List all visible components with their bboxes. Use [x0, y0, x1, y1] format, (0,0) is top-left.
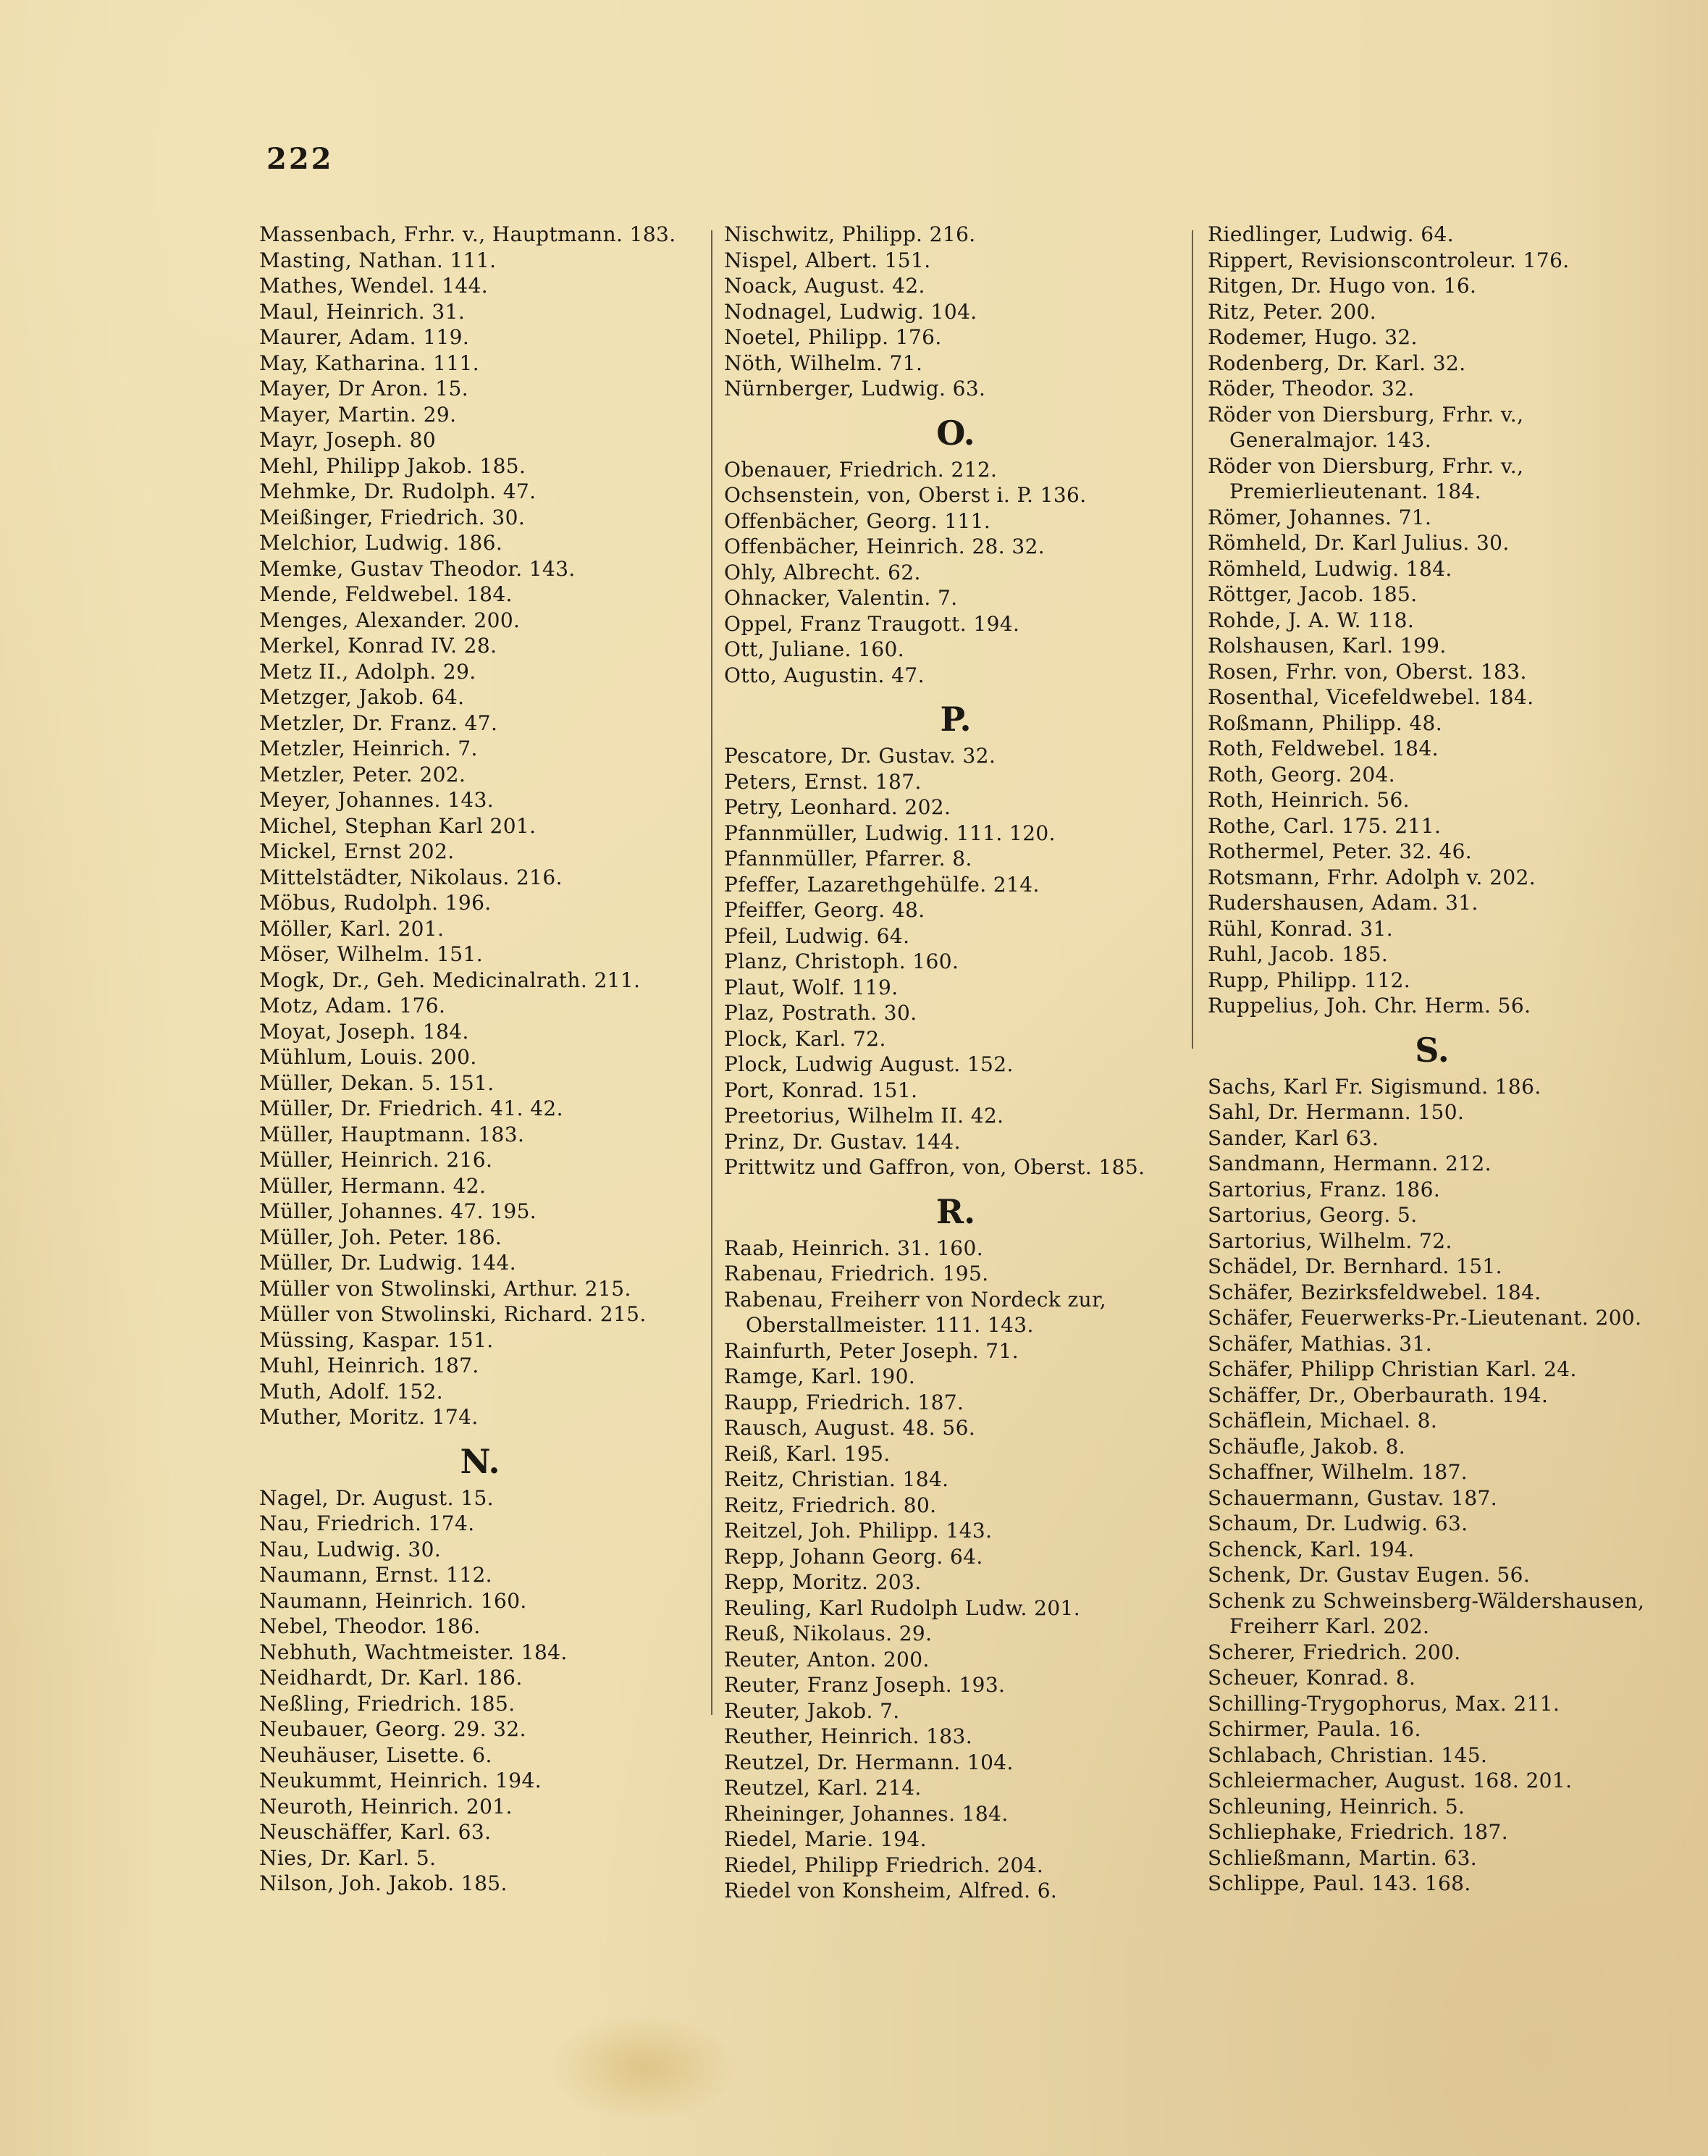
index-entry: Metzler, Heinrich. 7. [259, 737, 478, 760]
index-entry: Riedel von Konsheim, Alfred. 6. [724, 1879, 1058, 1903]
index-entry: Mühlum, Louis. 200. [259, 1045, 477, 1069]
index-entry: Preetorius, Wilhelm II. 42. [724, 1104, 1004, 1128]
section-letter: R. [935, 1191, 976, 1231]
index-entry: Planz, Christoph. 160. [724, 949, 959, 973]
index-entry: Rothermel, Peter. 32. 46. [1208, 839, 1473, 863]
index-entry: Neuroth, Heinrich. 201. [259, 1794, 513, 1819]
index-entry: Schäfer, Bezirksfeldwebel. 184. [1208, 1280, 1541, 1304]
index-entry: Rolshausen, Karl. 199. [1208, 634, 1447, 658]
index-entry: Pfannmüller, Pfarrer. 8. [724, 847, 972, 871]
index-entry: Motz, Adam. 176. [259, 994, 446, 1018]
index-entry: Schließmann, Martin. 63. [1208, 1845, 1478, 1870]
index-entry: Schenk, Dr. Gustav Eugen. 56. [1208, 1563, 1531, 1587]
index-entry: Röder, Theodor. 32. [1208, 377, 1415, 400]
column-divider [1192, 230, 1193, 1049]
section-letter: O. [936, 413, 975, 453]
index-entry: Rheininger, Johannes. 184. [724, 1801, 1009, 1826]
section-letter: S. [1415, 1030, 1450, 1070]
index-column-3 [1208, 222, 1657, 1897]
index-entry: Maurer, Adam. 119. [259, 325, 470, 349]
index-entry: Mogk, Dr., Geh. Medicinalrath. 211. [259, 968, 641, 992]
index-entry: Menges, Alexander. 200. [259, 608, 521, 632]
index-entry: Schenk zu Schweinsberg-Wäldershausen, Freiherr Karl. 202. [1208, 1588, 1645, 1638]
index-entry: Offenbächer, Heinrich. 28. 32. [724, 534, 1046, 558]
index-entry: Möller, Karl. 201. [259, 916, 445, 941]
index-entry: Müller von Stwolinski, Arthur. 215. [259, 1276, 631, 1301]
index-entry: Riedlinger, Ludwig. 64. [1208, 222, 1455, 246]
index-entry: Sartorius, Franz. 186. [1208, 1177, 1441, 1201]
index-entry: Otto, Augustin. 47. [724, 663, 925, 687]
index-entry: Rothe, Carl. 175. 211. [1208, 813, 1442, 838]
index-entry: Rudershausen, Adam. 31. [1208, 891, 1478, 915]
index-entry: Schlippe, Paul. 143. 168. [1208, 1871, 1471, 1895]
index-entry: Ritz, Peter. 200. [1208, 299, 1377, 324]
index-entry: Mayer, Dr Aron. 15. [259, 377, 469, 400]
index-entry: Petry, Leonhard. 202. [724, 795, 951, 819]
index-entry: Reutzel, Karl. 214. [724, 1776, 922, 1800]
index-entry: Nürnberger, Ludwig. 63. [724, 377, 986, 400]
index-entry: Rohde, J. A. W. 118. [1208, 608, 1415, 632]
index-entry: Ohnacker, Valentin. 7. [724, 586, 958, 610]
index-entry: Pfeiffer, Georg. 48. [724, 898, 925, 922]
index-entry: Mehmke, Dr. Rudolph. 47. [259, 479, 537, 503]
index-entry: Rupp, Philipp. 112. [1208, 968, 1411, 992]
index-entry: Muhl, Heinrich. 187. [259, 1354, 479, 1377]
index-entry: Sartorius, Georg. 5. [1208, 1203, 1418, 1227]
index-entry: Nebhuth, Wachtmeister. 184. [259, 1640, 568, 1664]
index-entry: Reutzel, Dr. Hermann. 104. [724, 1750, 1014, 1774]
index-entry: Mehl, Philipp Jakob. 185. [259, 453, 526, 478]
index-entry: Raupp, Friedrich. 187. [724, 1390, 964, 1414]
index-entry: Nies, Dr. Karl. 5. [259, 1845, 437, 1870]
index-entry: Reuter, Jakob. 7. [724, 1698, 900, 1723]
index-entry: Moyat, Joseph. 184. [259, 1019, 469, 1044]
index-entry: Ruppelius, Joh. Chr. Herm. 56. [1208, 994, 1531, 1018]
index-entry: Schleiermacher, August. 168. 201. [1208, 1769, 1573, 1792]
index-entry: Ochsenstein, von, Oberst i. P. 136. [724, 483, 1087, 507]
index-entry: Prinz, Dr. Gustav. 144. [724, 1129, 961, 1154]
index-entry: Prittwitz und Gaffron, von, Oberst. 185. [724, 1155, 1145, 1179]
index-entry: Ohly, Albrecht. 62. [724, 560, 921, 584]
index-entry: Repp, Moritz. 203. [724, 1570, 922, 1594]
index-entry: Schäflein, Michael. 8. [1208, 1409, 1438, 1433]
index-entry: Ritgen, Dr. Hugo von. 16. [1208, 274, 1477, 298]
index-entry: Pfeffer, Lazarethgehülfe. 214. [724, 872, 1040, 897]
index-entry: Rausch, August. 48. 56. [724, 1416, 976, 1440]
index-entry: Ott, Juliane. 160. [724, 637, 905, 661]
index-entry: Römheld, Ludwig. 184. [1208, 556, 1452, 581]
index-entry: Roth, Heinrich. 56. [1208, 788, 1410, 812]
index-entry: Reuter, Anton. 200. [724, 1647, 930, 1671]
index-entry: Neubauer, Georg. 29. 32. [259, 1717, 526, 1741]
index-entry: Schirmer, Paula. 16. [1208, 1717, 1421, 1741]
index-entry: Schäffer, Dr., Oberbaurath. 194. [1208, 1383, 1549, 1407]
index-entry: Plaz, Postrath. 30. [724, 1001, 917, 1025]
index-entry: Metz II., Adolph. 29. [259, 659, 476, 684]
index-entry: Meyer, Johannes. 143. [259, 788, 495, 812]
index-entry: Raab, Heinrich. 31. 160. [724, 1236, 984, 1260]
index-entry: Römer, Johannes. 71. [1208, 505, 1432, 529]
index-entry: Müller, Dr. Friedrich. 41. 42. [259, 1096, 563, 1120]
index-entry: Schäfer, Philipp Christian Karl. 24. [1208, 1357, 1577, 1381]
index-entry: Nau, Ludwig. 30. [259, 1537, 442, 1561]
index-entry: Röder von Diersburg, Frhr. v., Generalmajor. 143. [1208, 402, 1524, 452]
index-entry: Nispel, Albert. 151. [724, 248, 931, 272]
index-entry: Metzger, Jakob. 64. [259, 685, 465, 709]
index-entry: Schaum, Dr. Ludwig. 63. [1208, 1511, 1468, 1535]
index-entry: Müssing, Kaspar. 151. [259, 1327, 494, 1352]
index-entry: Ruhl, Jacob. 185. [1208, 942, 1389, 966]
index-entry: Peters, Ernst. 187. [724, 769, 922, 794]
index-entry: Schaffner, Wilhelm. 187. [1208, 1460, 1468, 1484]
index-entry: Oppel, Franz Traugott. 194. [724, 611, 1020, 636]
index-entry: Röttger, Jacob. 185. [1208, 582, 1418, 606]
index-entry: Mayer, Martin. 29. [259, 402, 457, 427]
index-entry: Neidhardt, Dr. Karl. 186. [259, 1666, 523, 1690]
index-entry: Reuter, Franz Joseph. 193. [724, 1673, 1006, 1697]
index-entry: Rabenau, Friedrich. 195. [724, 1262, 989, 1285]
index-entry: Neßling, Friedrich. 185. [259, 1691, 516, 1716]
index-entry: Merkel, Konrad IV. 28. [259, 634, 497, 658]
index-entry: Offenbächer, Georg. 111. [724, 508, 991, 533]
column-divider [711, 230, 712, 1715]
index-entry: Schlabach, Christian. 145. [1208, 1742, 1488, 1767]
index-entry: Mickel, Ernst 202. [259, 839, 455, 863]
index-entry: Naumann, Heinrich. 160. [259, 1588, 527, 1613]
index-entry: Sachs, Karl Fr. Sigismund. 186. [1208, 1074, 1541, 1099]
index-entry: Müller, Dekan. 5. 151. [259, 1070, 495, 1095]
index-entry: Metzler, Peter. 202. [259, 762, 466, 787]
index-entry: Schleuning, Heinrich. 5. [1208, 1794, 1465, 1819]
index-entry: Müller von Stwolinski, Richard. 215. [259, 1302, 647, 1326]
index-entry: Masting, Nathan. 111. [259, 248, 497, 272]
index-entry: Mende, Feldwebel. 184. [259, 582, 513, 606]
index-entry: Schädel, Dr. Bernhard. 151. [1208, 1254, 1502, 1278]
index-entry: Mittelstädter, Nikolaus. 216. [259, 865, 563, 889]
index-entry: Nilson, Joh. Jakob. 185. [259, 1871, 508, 1895]
index-entry: Reuling, Karl Rudolph Ludw. 201. [724, 1595, 1081, 1620]
index-entry: Muth, Adolf. 152. [259, 1379, 444, 1404]
index-entry: Michel, Stephan Karl 201. [259, 813, 537, 838]
index-entry: Rosenthal, Vicefeldwebel. 184. [1208, 685, 1534, 709]
index-entry: Rippert, Revisionscontroleur. 176. [1208, 248, 1570, 272]
index-entry: Schäfer, Mathias. 31. [1208, 1331, 1433, 1356]
index-entry: Roth, Georg. 204. [1208, 762, 1396, 787]
index-entry: Naumann, Ernst. 112. [259, 1563, 492, 1587]
index-entry: Reitzel, Joh. Philipp. 143. [724, 1519, 993, 1543]
index-entry: Pfeil, Ludwig. 64. [724, 923, 910, 948]
index-entry: Mayr, Joseph. 80 [259, 428, 437, 452]
index-entry: Sahl, Dr. Hermann. 150. [1208, 1100, 1465, 1124]
index-entry: Rodemer, Hugo. 32. [1208, 325, 1418, 349]
index-entry: Reuther, Heinrich. 183. [724, 1724, 973, 1748]
index-entry: Sandmann, Hermann. 212. [1208, 1152, 1492, 1175]
index-entry: Römheld, Dr. Karl Julius. 30. [1208, 531, 1510, 555]
index-entry: Scherer, Friedrich. 200. [1208, 1640, 1461, 1664]
index-entry: Memke, Gustav Theodor. 143. [259, 556, 576, 581]
index-entry: Pfannmüller, Ludwig. 111. 120. [724, 821, 1056, 845]
index-entry: Metzler, Dr. Franz. 47. [259, 710, 498, 735]
index-entry: Obenauer, Friedrich. 212. [724, 457, 998, 482]
index-entry: Neukummt, Heinrich. 194. [259, 1769, 542, 1792]
index-entry: Roßmann, Philipp. 48. [1208, 710, 1443, 735]
index-entry: Scheuer, Konrad. 8. [1208, 1666, 1416, 1690]
index-entry: Sander, Karl 63. [1208, 1125, 1379, 1150]
index-entry: Pescatore, Dr. Gustav. 32. [724, 744, 996, 768]
index-entry: Rabenau, Freiherr von Nordeck zur, Oberstallmeister. 111. 143. [724, 1287, 1107, 1337]
index-entry: Rodenberg, Dr. Karl. 32. [1208, 351, 1466, 375]
section-letter: N. [460, 1441, 500, 1481]
index-entry: Noack, August. 42. [724, 274, 925, 298]
index-entry: Reuß, Nikolaus. 29. [724, 1622, 933, 1645]
index-entry: Schliephake, Friedrich. 187. [1208, 1820, 1509, 1844]
index-entry: Müller, Hauptmann. 183. [259, 1122, 525, 1146]
index-entry: Schauermann, Gustav. 187. [1208, 1485, 1498, 1510]
index-entry: Nischwitz, Philipp. 216. [724, 222, 976, 246]
index-entry: Müller, Joh. Peter. 186. [259, 1225, 502, 1249]
index-entry: Möser, Wilhelm. 151. [259, 942, 484, 966]
index-entry: Riedel, Philipp Friedrich. 204. [724, 1853, 1044, 1877]
index-column-1 [259, 222, 701, 1897]
index-entry: Müller, Dr. Ludwig. 144. [259, 1251, 516, 1275]
index-entry: Ramge, Karl. 190. [724, 1364, 916, 1388]
index-entry: Müller, Johannes. 47. 195. [259, 1199, 537, 1223]
index-entry: May, Katharina. 111. [259, 351, 480, 375]
index-entry: Nagel, Dr. August. 15. [259, 1485, 494, 1510]
index-entry: Möbus, Rudolph. 196. [259, 891, 492, 915]
index-entry: Müller, Heinrich. 216. [259, 1148, 493, 1172]
index-entry: Sartorius, Wilhelm. 72. [1208, 1228, 1452, 1253]
index-entry: Muther, Moritz. 174. [259, 1405, 479, 1429]
index-entry: Rotsmann, Frhr. Adolph v. 202. [1208, 865, 1536, 889]
index-entry: Noetel, Philipp. 176. [724, 325, 942, 349]
index-entry: Röder von Diersburg, Frhr. v., Premierlieutenant. 184. [1208, 453, 1524, 503]
index-entry: Rainfurth, Peter Joseph. 71. [724, 1338, 1019, 1363]
index-entry: Reitz, Christian. 184. [724, 1467, 949, 1491]
index-entry: Reiß, Karl. 195. [724, 1441, 891, 1466]
paper-stain [550, 2013, 739, 2122]
index-entry: Rosen, Frhr. von, Oberst. 183. [1208, 659, 1527, 684]
index-entry: Reitz, Friedrich. 80. [724, 1493, 937, 1517]
index-entry: Mathes, Wendel. 144. [259, 274, 489, 298]
index-entry: Schäfer, Feuerwerks-Pr.-Lieutenant. 200. [1208, 1306, 1642, 1330]
index-entry: Roth, Feldwebel. 184. [1208, 737, 1439, 760]
index-entry: Plock, Karl. 72. [724, 1026, 886, 1051]
index-entry: Schäufle, Jakob. 8. [1208, 1434, 1406, 1459]
index-entry: Nebel, Theodor. 186. [259, 1614, 481, 1638]
index-entry: Maul, Heinrich. 31. [259, 299, 466, 324]
index-entry: Meißinger, Friedrich. 30. [259, 505, 526, 529]
index-entry: Riedel, Marie. 194. [724, 1827, 927, 1851]
index-entry: Melchior, Ludwig. 186. [259, 531, 503, 555]
index-entry: Plaut, Wolf. 119. [724, 975, 899, 999]
index-entry: Neuhäuser, Lisette. 6. [259, 1742, 492, 1767]
index-entry: Plock, Ludwig August. 152. [724, 1052, 1014, 1076]
index-entry: Nau, Friedrich. 174. [259, 1511, 475, 1535]
index-entry: Müller, Hermann. 42. [259, 1173, 487, 1198]
index-column-2 [724, 222, 1187, 1904]
index-entry: Schenck, Karl. 194. [1208, 1537, 1415, 1561]
index-entry: Port, Konrad. 151. [724, 1078, 918, 1102]
index-entry: Neuschäffer, Karl. 63. [259, 1820, 492, 1844]
index-entry: Massenbach, Frhr. v., Hauptmann. 183. [259, 222, 676, 246]
page-number: 222 [266, 142, 334, 176]
index-entry: Rühl, Konrad. 31. [1208, 916, 1394, 941]
index-entry: Schilling-Trygophorus, Max. 211. [1208, 1691, 1560, 1716]
section-letter: P. [940, 700, 972, 739]
index-entry: Nöth, Wilhelm. 71. [724, 351, 923, 375]
index-entry: Repp, Johann Georg. 64. [724, 1544, 983, 1569]
index-entry: Nodnagel, Ludwig. 104. [724, 299, 977, 324]
